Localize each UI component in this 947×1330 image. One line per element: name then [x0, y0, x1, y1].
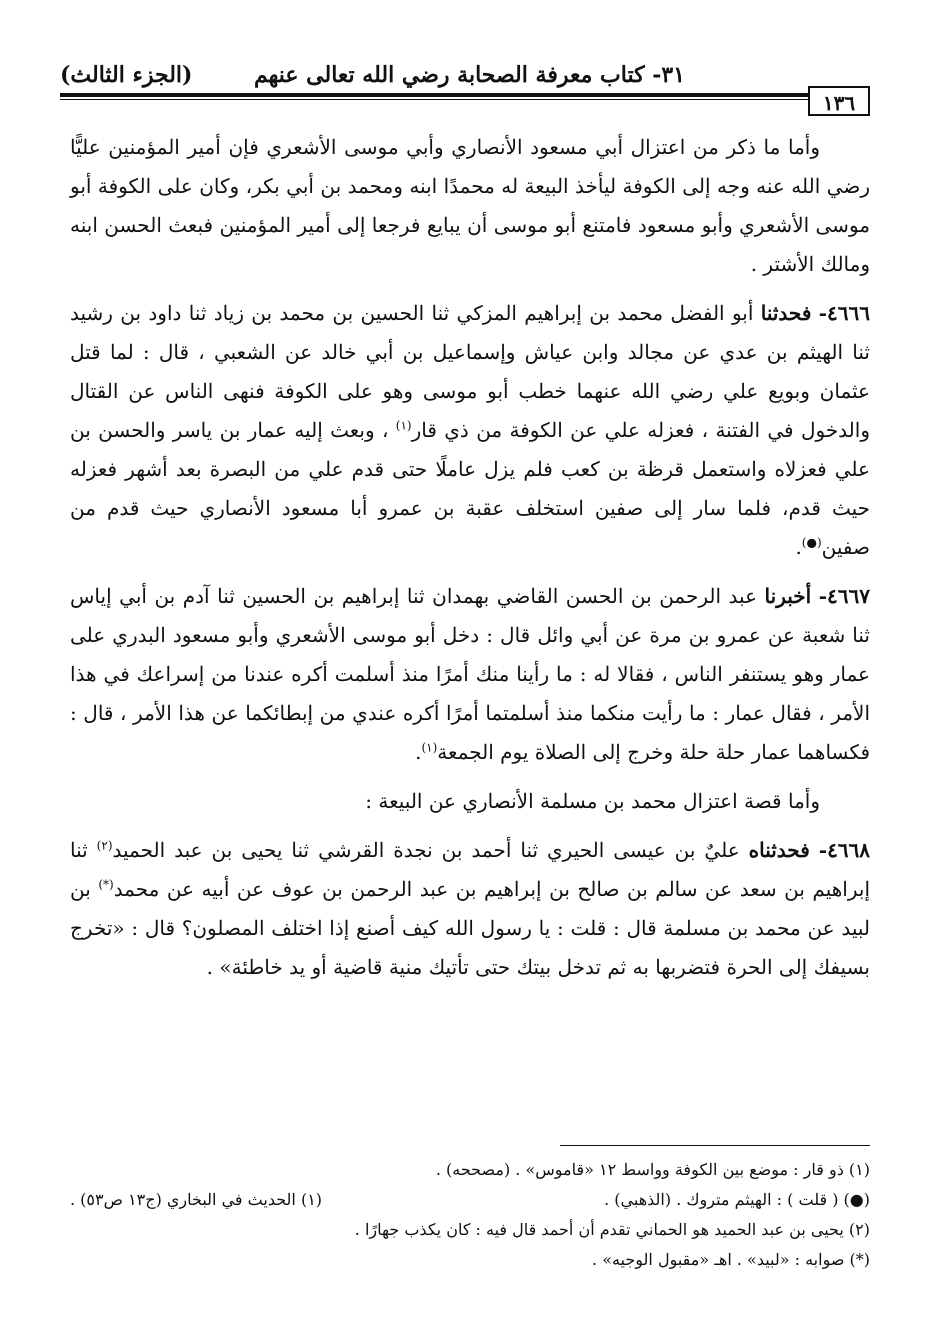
hadith-lead: فحدثناه — [748, 838, 810, 862]
hadith-lead: فحدثنا — [760, 301, 812, 325]
hadith-text-end: . — [415, 740, 422, 764]
footnote-ref: (●) — [801, 535, 822, 550]
hadith-4667 — [70, 577, 870, 772]
footnotes — [70, 1155, 870, 1275]
running-title: ٣١- كتاب معرفة الصحابة رضي الله تعالى عنهم — [253, 62, 685, 88]
footnote-ref: (١) — [421, 740, 438, 755]
footnote-ref: (٢) — [96, 838, 113, 853]
hadith-text: أبو الفضل محمد بن إبراهيم المزكي ثنا الحسين بن محمد بن زياد ثنا داود بن رشيد ثنا الهيثم بن عدي عن مجالد وابن عياش وإسماعيل بن أبي خالد عن الشعبي ، قال : لما قتل عثمان وبويع علي رضي الله عنهما خطب أبو موسى وهو على الكوفة فنهى الناس عن القتال والدخول في الفتنة ، فعزله علي عن الكوفة من ذي قار — [70, 301, 870, 442]
page-header — [60, 58, 875, 92]
hadith-4666 — [70, 294, 870, 567]
header-rule-thin — [60, 99, 808, 100]
footnote-dot: (●) ( قلت ) : الهيثم متروك . (الذهبي) . — [604, 1190, 870, 1209]
hadith-text-end: . — [795, 535, 802, 559]
page-number: ١٣٦ — [808, 86, 870, 116]
footnote-ref: (*) — [98, 877, 114, 892]
paragraph-text: وأما قصة اعتزال محمد بن مسلمة الأنصاري عن البيعة : — [365, 789, 820, 813]
hadith-text-cont: ، وبعث إليه عمار بن ياسر والحسن بن علي فعزلاه واستعمل قرظة بن كعب فلم يزل عاملًا حتى قدم علي من البصرة بعد أشهر فعزله حيث قدم، فلما سار إلى صفين استخلف عقبة بن عمرو أبا مسعود الأنصاري حيث قدم من صفين — [70, 418, 870, 559]
main-text — [70, 128, 870, 997]
hadith-4668 — [70, 831, 870, 987]
footnote-1: (١) ذو قار : موضع بين الكوفة وواسط ١٢ «قاموس» . (مصححه) . — [435, 1160, 870, 1179]
header-rule — [60, 93, 808, 97]
footnote-ref: (١) — [395, 418, 412, 433]
hadith-number: ٤٦٦٦- — [818, 301, 871, 325]
hadith-text-cont: ثنا إبراهيم بن سعد عن سالم بن صالح بن إبراهيم بن عبد الرحمن بن عوف عن أبيه عن محمد — [70, 838, 871, 901]
hadith-text: عليٌ بن عيسى الحيري ثنا أحمد بن نجدة القرشي ثنا يحيى بن عبد الحميد — [112, 838, 740, 862]
paragraph-heading — [70, 782, 870, 821]
footnote-2: (٢) يحيى بن عبد الحميد هو الحماني تقدم أن أحمد قال فيه : كان يكذب جهارًا . — [354, 1220, 870, 1239]
paragraph-text: وأما ما ذكر من اعتزال أبي مسعود الأنصاري وأبي موسى الأشعري فإن أمير المؤمنين عليًّا رضي الله عنه وجه إلى الكوفة ليأخذ البيعة له محمدًا ابنه ومحمد بن أبي بكر، وكان على الكوفة أبو موسى الأشعري وأبو مسعود فامتنع أبو موسى أن يبايع فرجعا إلى أمير المؤمنين فبعث الحسن ابنه ومالك الأشتر . — [70, 135, 870, 276]
hadith-lead: أخبرنا — [764, 584, 812, 608]
footnote-rule — [560, 1145, 870, 1146]
footnote-row — [70, 1185, 870, 1215]
hadith-text-end: بن لبيد عن محمد بن مسلمة قال : قلت : يا رسول الله كيف أصنع إذا اختلف المصلون؟ قال : «تخرج بسيفك إلى الحرة فتضربها به ثم تدخل بيتك حتى تأتيك منية قاضية أو يد خاطئة» . — [70, 877, 870, 979]
volume-label: (الجزء الثالث) — [60, 62, 193, 88]
footnote-1b: (١) الحديث في البخاري (ج١٣ ص٥٣) . — [70, 1190, 323, 1209]
hadith-number: ٤٦٦٧- — [818, 584, 870, 608]
hadith-text: عبد الرحمن بن الحسن القاضي بهمدان ثنا إبراهيم بن الحسين ثنا آدم بن أبي إياس ثنا شعبة عن عمرو بن مرة عن أبي وائل قال : دخل أبو موسى الأشعري وأبو مسعود البدري على عمار وهو يستنفر الناس ، فقالا له : ما رأينا منك أمرًا منذ أسلمت أكره عندنا من إسراعك في هذا الأمر ، فقال عمار : ما رأيت منكما منذ أسلمتما أمرًا أكره عندي من إبطائكما عن هذا الأمر ، قال : فكساهما عمار حلة حلة وخرج إلى الصلاة يوم الجمعة — [70, 584, 870, 764]
footnote-star: (*) صوابه : «لبيد» . اهـ «مقبول الوجيه» . — [592, 1250, 870, 1269]
hadith-number: ٤٦٦٨- — [818, 838, 871, 862]
paragraph-intro — [70, 128, 870, 284]
